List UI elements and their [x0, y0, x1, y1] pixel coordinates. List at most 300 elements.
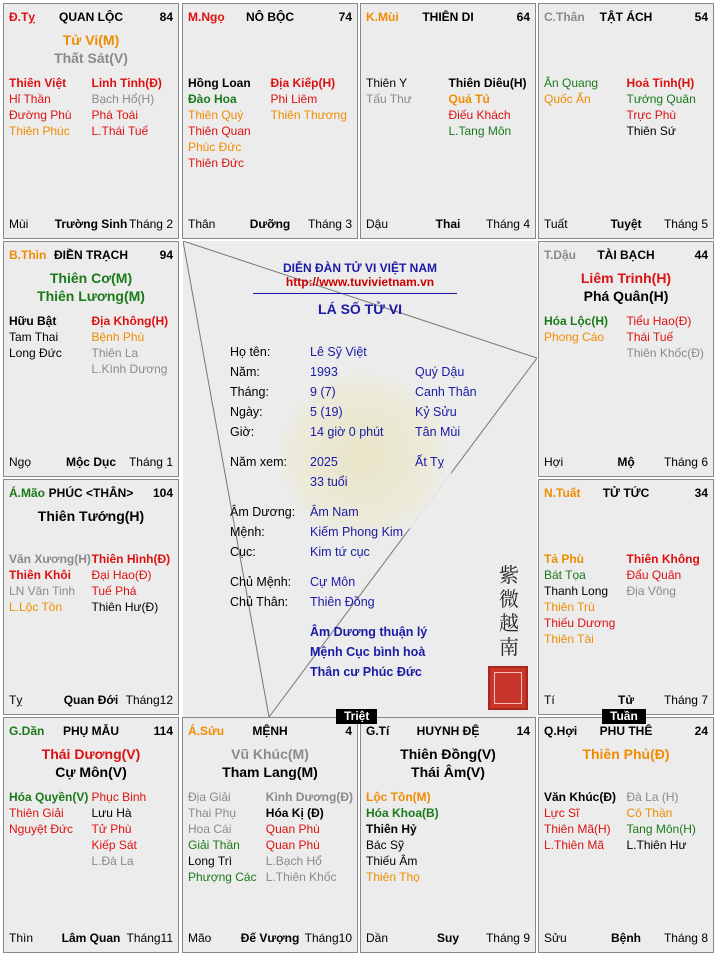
life-stage: Suy: [436, 931, 459, 945]
minor-star: Phúc Đức: [188, 140, 242, 154]
palace-header: [366, 10, 530, 26]
minor-star: L.Lộc Tồn: [9, 600, 63, 614]
minor-stars: [188, 789, 353, 885]
palace-header: [544, 10, 708, 26]
minor-stars-left: [9, 313, 92, 377]
palace-header: [9, 248, 173, 264]
palace-footer: [9, 693, 173, 708]
life-stage: Trường Sinh: [54, 217, 128, 231]
minor-stars-left: [544, 789, 627, 853]
minor-star: Thái Tuế: [626, 330, 674, 344]
minor-star: Hồng Loan: [188, 76, 251, 90]
month-label: Tháng11: [126, 931, 173, 945]
minor-star: Tuế Phá: [91, 584, 137, 598]
palace-tai-bach: [538, 241, 714, 477]
footer-branch: Thìn: [9, 931, 34, 945]
major-period-number: 74: [338, 10, 352, 24]
earthly-branch: Á.Mão: [9, 486, 45, 500]
palace-phuc: [3, 479, 179, 715]
minor-star: Văn Xương(H): [9, 552, 91, 566]
palace-tu-tuc: [538, 479, 714, 715]
hour-can: Tân Mùi: [415, 425, 461, 439]
main-stars: [4, 269, 178, 305]
minor-star: Thanh Long: [544, 584, 609, 598]
amduong-label: Âm Dương:: [230, 505, 296, 519]
minor-star: Địa Võng: [626, 584, 676, 598]
major-period-number: 114: [153, 724, 173, 738]
minor-star: L.Tang Môn: [448, 124, 512, 138]
name-value: Lê Sỹ Việt: [310, 345, 367, 359]
minor-star: Thai Phụ: [188, 806, 237, 820]
palace-name: QUAN LỘC: [59, 10, 123, 24]
main-star: Cự Môn(V): [55, 764, 127, 780]
year-can: Quý Dậu: [415, 365, 465, 379]
major-period-number: 14: [516, 724, 530, 738]
minor-stars: [9, 789, 174, 869]
minor-star: Tam Thai: [9, 330, 59, 344]
palace-huynh-de: [360, 717, 536, 953]
palace-footer: [544, 217, 708, 232]
minor-star: Cô Thần: [626, 806, 673, 820]
minor-stars-left: [544, 313, 627, 361]
minor-stars: [9, 75, 174, 139]
minor-star: L.Thiên Mã: [544, 838, 605, 852]
palace-header: [9, 724, 173, 740]
minor-star: Thiên Việt: [9, 76, 67, 90]
red-seal-stamp: [488, 666, 528, 710]
minor-star: Bát Tọa: [544, 568, 586, 582]
palace-footer: [544, 693, 708, 708]
palace-quan-loc: [3, 3, 179, 239]
major-period-number: 64: [516, 10, 530, 24]
footer-branch: Sửu: [544, 931, 567, 945]
minor-star: L.Thiên Hư: [626, 838, 687, 852]
minor-star: Hóa Lộc(H): [544, 314, 608, 328]
minor-star: Văn Khúc(Đ): [544, 790, 616, 804]
minor-stars-right: [92, 789, 175, 869]
palace-footer: [9, 455, 173, 470]
minor-star: Lộc Tồn(M): [366, 790, 431, 804]
life-stage: Tử: [617, 693, 635, 707]
palace-menh: [182, 717, 358, 953]
minor-star: Giải Thần: [188, 838, 240, 852]
minor-star: Đường Phù: [9, 108, 72, 122]
minor-star: Hóa Khoa(B): [366, 806, 439, 820]
major-period-number: 84: [159, 10, 173, 24]
minor-star: Hoả Tinh(H): [626, 76, 695, 90]
minor-star: Hữu Bật: [9, 314, 57, 328]
minor-star: Quan Phù: [265, 822, 320, 836]
cuc-value: Kim tứ cục: [310, 545, 370, 559]
minor-stars-left: [544, 551, 627, 647]
main-star: Thiên Lương(M): [37, 288, 145, 304]
palace-footer: [366, 931, 530, 946]
palace-name: TÀI BẠCH: [597, 248, 655, 262]
palace-header: [9, 486, 173, 502]
minor-star: Thiếu Âm: [366, 854, 418, 868]
major-period-number: 44: [694, 248, 708, 262]
chart-title: LÁ SỐ TỬ VI: [318, 301, 402, 317]
minor-star: Thiên Giải: [9, 806, 64, 820]
main-star: Thái Âm(V): [411, 764, 485, 780]
minor-stars-right: [92, 75, 175, 139]
palace-no-boc: [182, 3, 358, 239]
palace-header: [188, 10, 352, 26]
note-amduong: Âm Dương thuận lý: [310, 625, 428, 639]
minor-stars: [188, 75, 353, 171]
minor-star: Địa Không(H): [91, 314, 169, 328]
main-star: Vũ Khúc(M): [231, 746, 309, 762]
earthly-branch: C.Thân: [544, 10, 585, 24]
minor-star: Ân Quang: [544, 76, 599, 90]
minor-stars-left: [188, 789, 266, 885]
minor-star: Tấu Thư: [366, 92, 412, 106]
minor-star: Tả Phù: [544, 552, 585, 566]
minor-stars-left: [544, 75, 627, 139]
minor-star: L.Kình Dương: [91, 362, 168, 376]
minor-stars: [9, 551, 174, 615]
footer-branch: Ngọ: [9, 455, 32, 469]
major-period-number: 54: [694, 10, 708, 24]
footer-branch: Dậu: [366, 217, 389, 231]
vertical-char-4: 南: [499, 635, 519, 659]
minor-star: L.Đà La: [91, 854, 134, 868]
life-stage: Bệnh: [611, 931, 641, 945]
earthly-branch: G.Dần: [9, 724, 45, 738]
footer-branch: Thân: [188, 217, 216, 231]
minor-star: Phượng Các: [188, 870, 257, 884]
minor-star: L.Thiên Khốc: [265, 870, 337, 884]
month-label: Tháng10: [304, 931, 352, 945]
palace-name: PHỤ MẪU: [63, 724, 119, 738]
palace-header: [544, 248, 708, 264]
month-can: Canh Thân: [415, 385, 477, 399]
minor-star: Phi Liêm: [270, 92, 318, 106]
palace-tat-ach: [538, 3, 714, 239]
minor-star: Địa Giải: [188, 790, 231, 804]
life-stage: Mộ: [617, 455, 635, 469]
minor-star: Hoa Cái: [188, 822, 232, 836]
minor-star: Bệnh Phù: [91, 330, 145, 344]
age-value: 33 tuổi: [310, 475, 348, 489]
minor-stars-right: [92, 551, 175, 615]
minor-stars: [544, 789, 709, 853]
palace-header: [544, 724, 708, 740]
minor-star: Điếu Khách: [448, 108, 511, 122]
minor-stars-right: [627, 75, 710, 139]
minor-star: Lực Sĩ: [544, 806, 580, 820]
minor-star: Kiếp Sát: [91, 838, 137, 852]
minor-stars: [544, 75, 709, 139]
amduong-value: Âm Nam: [310, 505, 359, 519]
minor-star: Thiên Y: [366, 76, 408, 90]
month-label: Tháng 3: [307, 217, 352, 231]
minor-star: LN Văn Tinh: [9, 584, 76, 598]
day-label: Ngày:: [230, 405, 263, 419]
month-label: Tháng12: [125, 693, 173, 707]
year-value: 1993: [310, 365, 338, 379]
minor-stars: [366, 75, 531, 139]
minor-star: Kình Dương(Đ): [265, 790, 353, 804]
view-year-label: Năm xem:: [230, 455, 287, 469]
minor-star: Phong Cáo: [544, 330, 605, 344]
minor-star: Đẩu Quân: [626, 568, 682, 582]
palace-footer: [9, 217, 173, 232]
palace-name: THIÊN DI: [422, 10, 474, 24]
footer-branch: Tí: [544, 693, 555, 707]
chumenh-label: Chủ Mệnh:: [230, 575, 292, 589]
palace-footer: [544, 455, 708, 470]
minor-star: Thiên Khốc(Đ): [626, 346, 704, 360]
year-label: Năm:: [230, 365, 260, 379]
minor-star: Phá Toái: [91, 108, 138, 122]
main-star: Thiên Đồng(V): [400, 746, 496, 762]
main-stars: [4, 745, 178, 781]
vertical-char-2: 微: [499, 587, 519, 611]
minor-stars-right: [92, 313, 175, 377]
earthly-branch: N.Tuất: [544, 486, 581, 500]
minor-stars-right: [627, 551, 710, 647]
life-stage: Lâm Quan: [61, 931, 121, 945]
menh-value: Kiếm Phong Kim: [310, 525, 404, 539]
earthly-branch: G.Tí: [366, 724, 390, 738]
minor-star: Thiên La: [91, 346, 139, 360]
menh-label: Mệnh:: [230, 525, 265, 539]
minor-star: Thiên Đức: [188, 156, 245, 170]
main-star: Phá Quân(H): [583, 288, 669, 304]
minor-star: Quả Tú: [448, 92, 490, 106]
main-star: Tham Lang(M): [222, 764, 318, 780]
main-star: Thất Sát(V): [54, 50, 128, 66]
minor-star: Bác Sỹ: [366, 838, 405, 852]
life-stage: Thai: [435, 217, 461, 231]
minor-star: Địa Kiếp(H): [270, 76, 336, 90]
footer-branch: Mùi: [9, 217, 29, 231]
minor-stars-left: [9, 789, 92, 869]
note-than: Thân cư Phúc Đức: [310, 665, 422, 679]
footer-branch: Tuất: [544, 217, 568, 231]
triet-marker: Triệt: [336, 709, 377, 724]
earthly-branch: Á.Sửu: [188, 724, 225, 738]
minor-star: Đại Hao(Đ): [91, 568, 152, 582]
footer-branch: Mão: [188, 931, 212, 945]
minor-star: Thiên Hình(Đ): [91, 552, 171, 566]
minor-stars-right: [627, 789, 710, 853]
minor-star: Phục Binh: [91, 790, 147, 804]
footer-branch: Dần: [366, 931, 389, 945]
earthly-branch: B.Thìn: [9, 248, 47, 262]
palace-dien-trach: [3, 241, 179, 477]
minor-stars: [9, 313, 174, 377]
minor-star: Đào Hoa: [188, 92, 237, 106]
minor-stars-left: [9, 551, 92, 615]
palace-header: [9, 10, 173, 26]
chuthan-label: Chủ Thân:: [230, 595, 289, 609]
minor-star: Thiên Sứ: [626, 124, 676, 138]
palace-name: HUYNH ĐỆ: [416, 724, 480, 738]
month-label: Tháng 5: [663, 217, 708, 231]
tuan-marker: Tuần: [602, 709, 646, 724]
footer-branch: Tỵ: [9, 693, 23, 707]
minor-star: Đà La (H): [626, 790, 679, 804]
vertical-calligraphy: [496, 563, 522, 659]
minor-star: Nguyệt Đức: [9, 822, 74, 836]
minor-star: Thiên Quý: [188, 108, 244, 122]
minor-star: Hóa Quyền(V): [9, 790, 89, 804]
life-stage: Quan Đới: [63, 693, 119, 707]
forum-title: DIỄN ĐÀN TỬ VI VIỆT NAM: [283, 261, 437, 275]
name-label: Họ tên:: [230, 345, 271, 359]
main-star: Liêm Trinh(H): [580, 270, 672, 286]
main-stars: [361, 745, 535, 781]
hour-value: 14 giờ 0 phút: [310, 425, 384, 439]
earthly-branch: T.Dậu: [544, 248, 577, 262]
month-value: 9 (7): [310, 385, 336, 399]
minor-star: Thiếu Dương: [544, 616, 616, 630]
palace-thien-di: [360, 3, 536, 239]
minor-star: L.Thái Tuế: [91, 124, 149, 138]
minor-star: Thiên Diêu(H): [448, 76, 527, 90]
minor-star: Hỉ Thần: [9, 92, 51, 106]
minor-star: Long Đức: [9, 346, 62, 360]
minor-star: Tiểu Hao(Đ): [626, 314, 692, 328]
month-label: Tháng 7: [663, 693, 708, 707]
minor-star: Tang Môn(H): [626, 822, 696, 836]
minor-star: Trực Phù: [626, 108, 677, 122]
main-stars: [183, 745, 357, 781]
month-label: Tháng 2: [128, 217, 173, 231]
minor-star: Lưu Hà: [91, 806, 132, 820]
minor-star: Thiên Trù: [544, 600, 595, 614]
main-star: Tử Vi(M): [62, 32, 120, 48]
minor-stars-right: [627, 313, 710, 361]
minor-star: Tử Phù: [91, 822, 132, 836]
minor-star: Thiên Quan: [188, 124, 251, 138]
earthly-branch: K.Mùi: [366, 10, 399, 24]
minor-star: Hóa Kị (Đ): [265, 806, 324, 820]
main-stars: [4, 507, 178, 525]
minor-star: Quốc Ấn: [544, 92, 591, 106]
vertical-char-1: 紫: [499, 563, 519, 587]
note-menhcuc: Mệnh Cục bình hoà: [310, 645, 426, 659]
minor-star: Thiên Thọ: [366, 870, 420, 884]
month-label: Tháng 6: [663, 455, 708, 469]
minor-star: Thiên Hỷ: [366, 822, 417, 836]
life-stage: Mộc Dục: [65, 455, 116, 469]
minor-stars: [366, 789, 531, 885]
minor-star: Long Trì: [188, 854, 233, 868]
palace-phu-mau: [3, 717, 179, 953]
minor-star: Quan Phù: [265, 838, 320, 852]
day-can: Kỷ Sửu: [415, 405, 457, 419]
minor-star: L.Bạch Hổ: [265, 854, 322, 868]
cuc-label: Cục:: [230, 545, 256, 559]
minor-stars: [544, 313, 709, 361]
minor-stars-left: [366, 75, 449, 139]
view-year-value: 2025: [310, 455, 338, 469]
major-period-number: 94: [159, 248, 173, 262]
hour-label: Giờ:: [230, 425, 255, 439]
palace-footer: [544, 931, 708, 946]
minor-star: Thiên Phúc: [9, 124, 70, 138]
minor-stars-left: [9, 75, 92, 139]
center-panel: [183, 241, 537, 717]
month-label: Tháng 8: [663, 931, 708, 945]
palace-footer: [188, 931, 352, 946]
minor-star: Thiên Mã(H): [544, 822, 611, 836]
main-star: Thiên Phủ(Đ): [582, 746, 670, 762]
chumenh-value: Cự Môn: [310, 575, 356, 589]
minor-stars-right: [449, 75, 532, 139]
minor-star: Linh Tinh(Đ): [91, 76, 162, 90]
view-year-can: Ất Tỵ: [415, 455, 444, 469]
palace-name: ĐIỀN TRẠCH: [54, 248, 128, 262]
minor-star: Tướng Quân: [626, 92, 696, 106]
main-star: Thái Dương(V): [41, 746, 141, 762]
month-label: Tháng 1: [128, 455, 173, 469]
minor-stars-left: [188, 75, 271, 171]
main-star: Thiên Cơ(M): [49, 270, 133, 286]
day-value: 5 (19): [310, 405, 343, 419]
life-stage: Tuyệt: [610, 217, 642, 231]
footer-branch: Hợi: [544, 455, 564, 469]
month-label: Tháng 4: [485, 217, 530, 231]
palace-name: TỬ TỨC: [602, 486, 650, 500]
minor-star: Thiên Tài: [544, 632, 594, 646]
minor-star: Thiên Không: [626, 552, 700, 566]
palace-header: [544, 486, 708, 502]
main-star: Thiên Tướng(H): [37, 508, 145, 524]
life-stage: Dưỡng: [249, 217, 291, 231]
title-divider: [253, 293, 457, 294]
earthly-branch: Q.Hợi: [544, 724, 578, 738]
life-stage: Đế Vượng: [240, 931, 300, 945]
earthly-branch: M.Ngọ: [188, 10, 225, 24]
palace-name: MỆNH: [252, 724, 288, 738]
minor-stars-right: [266, 789, 353, 885]
minor-stars: [544, 551, 709, 647]
major-period-number: 24: [694, 724, 708, 738]
minor-stars-left: [366, 789, 449, 885]
major-period-number: 34: [694, 486, 708, 500]
palace-name: TẬT ÁCH: [599, 10, 653, 24]
palace-name: PHÚC <THÂN>: [48, 486, 134, 500]
minor-star: Thiên Khôi: [9, 568, 71, 582]
month-label: Tháng 9: [485, 931, 530, 945]
minor-star: Thiên Thương: [270, 108, 347, 122]
minor-star: Thiên Hư(Đ): [91, 600, 159, 614]
major-period-number: 4: [345, 724, 352, 738]
palace-footer: [366, 217, 530, 232]
main-stars: [539, 745, 713, 763]
major-period-number: 104: [152, 486, 173, 500]
minor-stars-right: [271, 75, 354, 171]
palace-footer: [9, 931, 173, 946]
vertical-char-3: 越: [499, 611, 519, 635]
minor-stars-right: [449, 789, 532, 885]
chuthan-value: Thiên Đồng: [310, 595, 375, 609]
palace-name: PHU THÊ: [599, 724, 653, 738]
month-label: Tháng:: [230, 385, 269, 399]
forum-url[interactable]: http://www.tuvivietnam.vn: [285, 275, 435, 289]
earthly-branch: Đ.Tỵ: [9, 10, 36, 24]
palace-footer: [188, 217, 352, 232]
palace-phu-the: [538, 717, 714, 953]
palace-header: [188, 724, 352, 740]
minor-star: Bạch Hổ(H): [91, 92, 155, 106]
main-stars: [4, 31, 178, 67]
palace-header: [366, 724, 530, 740]
